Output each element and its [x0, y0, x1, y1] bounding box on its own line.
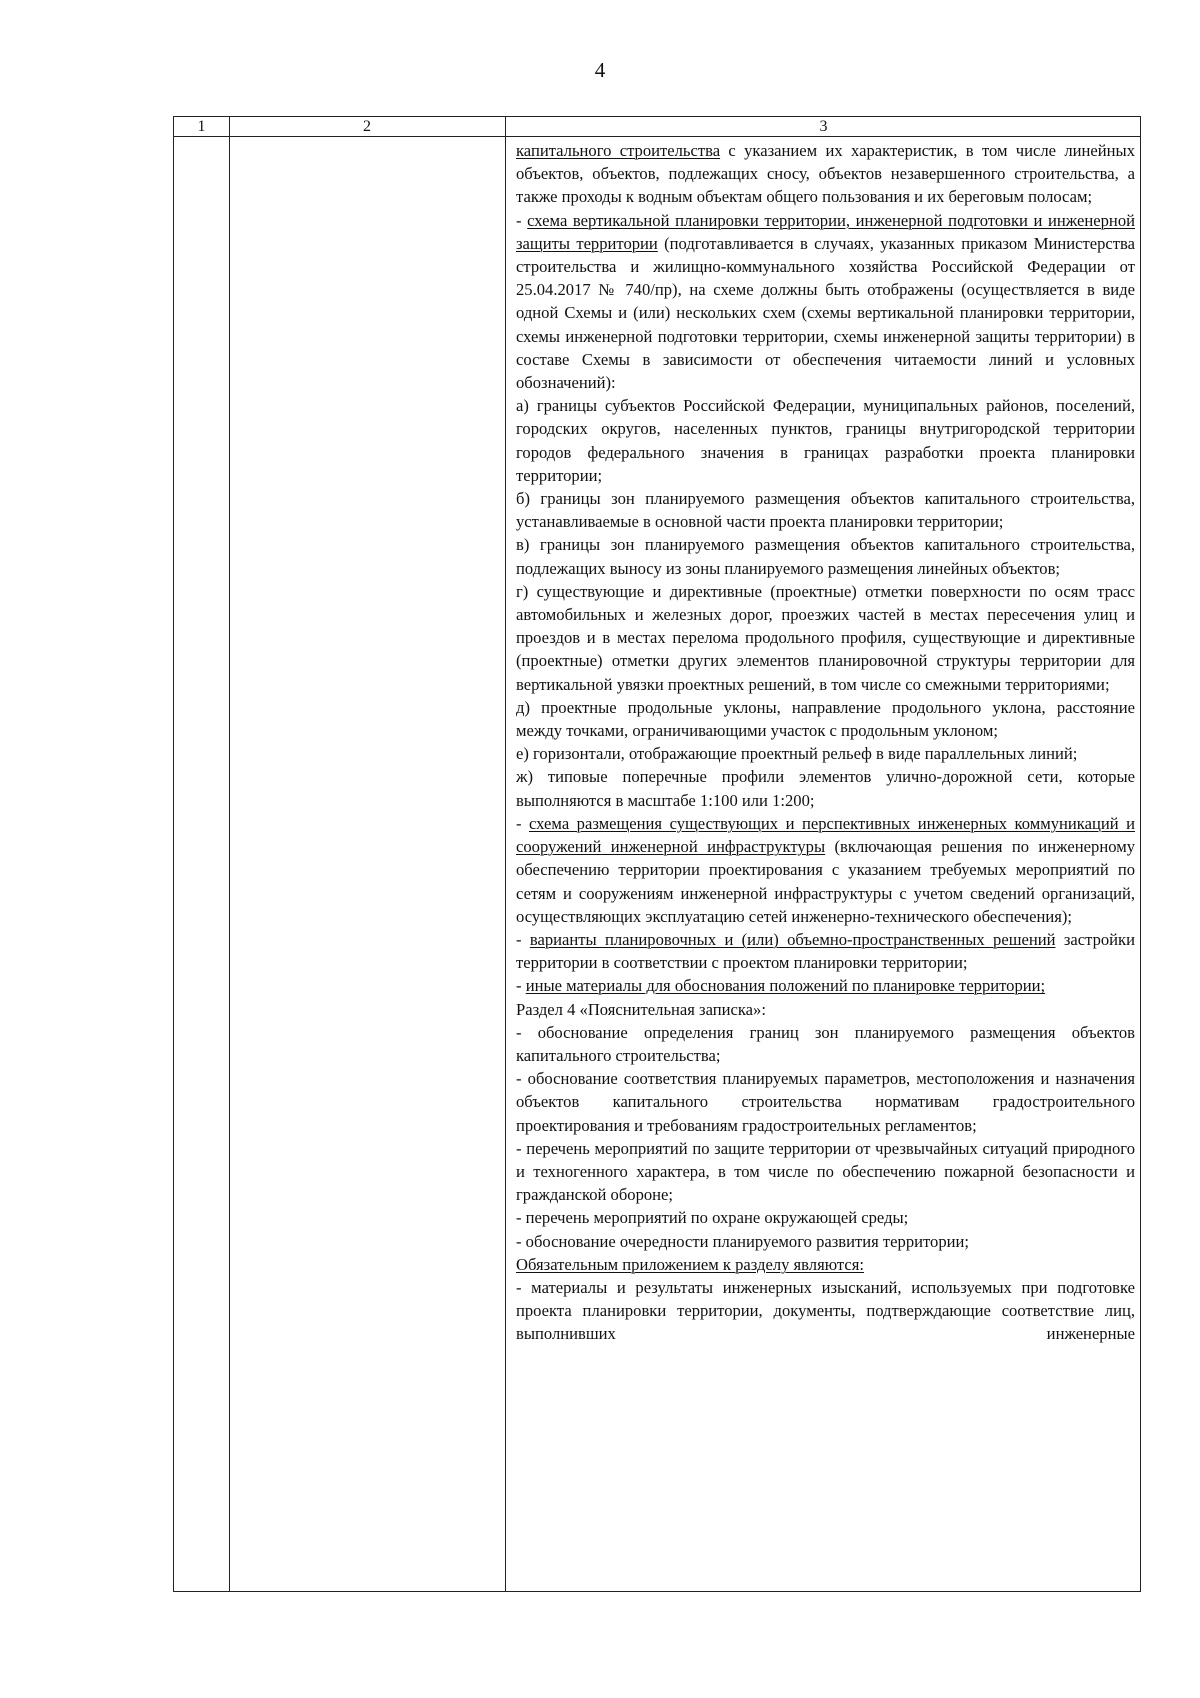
paragraph — [516, 998, 1135, 1021]
paragraph-text: - перечень мероприятий по защите территории от чрезвычайных ситуаций природного и техногенного характера, в том числе по обеспечению пожарной безопасности и гражданской обороне; — [516, 1138, 1135, 1205]
paragraph — [516, 974, 1135, 997]
paragraph-text: (включающая решения по инженерному обеспечению территории проектирования с указанием требуемых мероприятий по сетям и сооружениям инженерной инфраструктуры с учетом сведений организаций, осуществляющих эксплуатацию сетей инженерно-технического обеспечения); — [516, 837, 1135, 926]
paragraph — [516, 394, 1135, 487]
list-dash: - — [516, 210, 528, 230]
paragraph — [516, 742, 1135, 765]
paragraph — [516, 1137, 1135, 1207]
column-header-2: 2 — [363, 118, 371, 135]
underlined-term: иные материалы для обоснования положений по планировке территории; — [525, 976, 1046, 996]
paragraph-text: е) горизонтали, отображающие проектный рельеф в виде параллельных линий; — [516, 744, 1078, 764]
paragraph-text: застройки территории в соответствии с проектом планировки территории; — [516, 929, 1135, 973]
paragraph-text: Раздел 4 «Пояснительная записка»: — [516, 999, 766, 1019]
paragraph-text: - обоснование очередности планируемого развития территории; — [516, 1231, 969, 1251]
paragraph — [516, 209, 1135, 395]
paragraph — [516, 696, 1135, 742]
paragraph-text: - перечень мероприятий по охране окружающей среды; — [516, 1208, 909, 1228]
underlined-term: Обязательным приложением к разделу являются: — [516, 1254, 864, 1274]
paragraph-text: - обоснование соответствия планируемых параметров, местоположения и назначения объектов капитального строительства нормативам градостроительного проектирования и требованиям градостроительных регламентов; — [516, 1069, 1135, 1135]
paragraph — [516, 812, 1135, 928]
paragraph-text: с указанием их характеристик, в том числе линейных объектов, объектов, подлежащих сносу, объектов незавершенного строительства, а также проходы к водным объектам общего пользования и их береговым полосам; — [516, 141, 1135, 207]
paragraph — [516, 1276, 1135, 1346]
page-number: 4 — [594, 58, 606, 82]
underlined-term: капитального строительства — [516, 141, 721, 160]
list-dash: - — [516, 929, 530, 949]
paragraph-text: в) границы зон планируемого размещения объектов капитального строительства, подлежащих выносу из зоны планируемого размещения линейных объектов; — [516, 535, 1135, 578]
underlined-term: схема вертикальной планировки территории, инженерной подготовки и инженерной защиты территории — [516, 210, 1135, 253]
paragraph — [516, 487, 1135, 533]
paragraph-text: - материалы и результаты инженерных изысканий, используемых при подготовке проекта планировки территории, документы, подтверждающие соответствие лиц, выполнивших инженерные — [516, 1277, 1135, 1344]
table-header-row — [174, 117, 1140, 137]
column-header-3: 3 — [819, 118, 828, 135]
requirements-table — [173, 116, 1141, 1592]
paragraph — [516, 1230, 1135, 1253]
paragraph-text: (подготавливается в случаях, указанных приказом Министерства строительства и жилищно-коммунального хозяйства Российской Федерации от 25.04.2017 № 740/пр), на схеме должны быть отображены (осуществляется в виде одной Схемы и (или) нескольких схем (схемы вертикальной планировки территории, схемы инженерной подготовки территории, схемы инженерной защиты территории) в составе Схемы в зависимости от обеспечения читаемости линий и условных обозначений): — [516, 233, 1135, 393]
list-dash: - — [516, 813, 530, 833]
column-header-1: 1 — [197, 118, 206, 135]
paragraph-text: - обоснование определения границ зон планируемого размещения объектов капитального строительства; — [516, 1022, 1135, 1065]
underlined-term: варианты планировочных и (или) объемно-пространственных решений — [529, 929, 1056, 949]
list-dash: - — [516, 976, 526, 996]
column-3-text — [516, 139, 1135, 1346]
paragraph — [516, 1253, 1135, 1276]
column-divider — [505, 117, 506, 1591]
underlined-term: схема размещения существующих и перспективных инженерных коммуникаций и сооружений инженерной инфраструктуры — [516, 813, 1135, 857]
paragraph — [516, 1067, 1135, 1137]
paragraph — [516, 139, 1135, 209]
paragraph-text: ж) типовые поперечные профили элементов улично-дорожной сети, которые выполняются в масштабе 1:100 или 1:200; — [516, 767, 1135, 810]
column-divider — [229, 117, 230, 1591]
paragraph-text: а) границы субъектов Российской Федерации, муниципальных районов, поселений, городских округов, населенных пунктов, границы внутригородской территории городов федерального значения в границах разработки проекта планировки территории; — [516, 396, 1135, 485]
paragraph — [516, 1206, 1135, 1229]
paragraph — [516, 1021, 1135, 1067]
paragraph — [516, 533, 1135, 579]
paragraph — [516, 765, 1135, 811]
paragraph — [516, 928, 1135, 974]
paragraph-text: д) проектные продольные уклоны, направление продольного уклона, расстояние между точками, ограничивающими участок с продольным уклоном; — [516, 697, 1135, 741]
paragraph-text: б) границы зон планируемого размещения объектов капитального строительства, устанавливаемые в основной части проекта планировки территории; — [516, 489, 1135, 532]
paragraph — [516, 580, 1135, 696]
paragraph-text: г) существующие и директивные (проектные) отметки поверхности по осям трасс автомобильных и железных дорог, проезжих частей в местах пересечения улиц и проездов и в местах перелома продольного профиля, существующие и директивные (проектные) отметки других элементов планировочной структуры территории для вертикальной увязки проектных решений, в том числе со смежными территориями; — [516, 581, 1135, 694]
